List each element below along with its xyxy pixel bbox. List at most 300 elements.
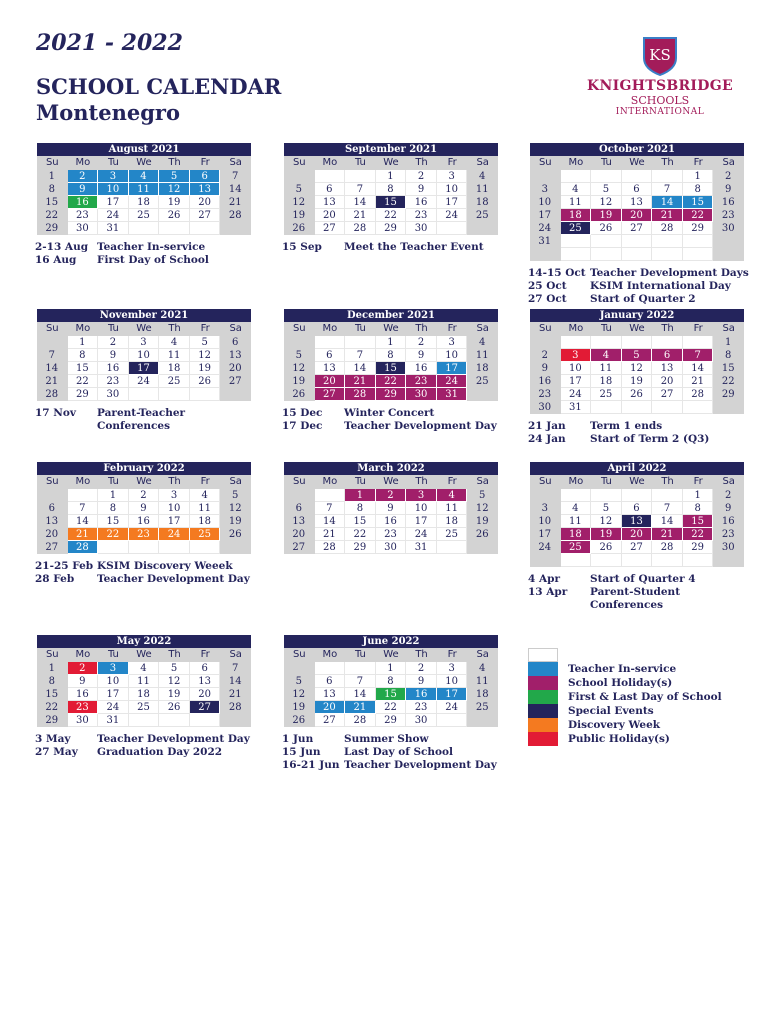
day-cell: 14 bbox=[68, 515, 99, 528]
day-cell: 20 bbox=[622, 528, 653, 541]
weekday-label: Tu bbox=[600, 323, 612, 334]
day-cell: 29 bbox=[376, 222, 407, 235]
weekday-label: Su bbox=[538, 476, 552, 487]
month-title: September 2021 bbox=[284, 143, 498, 156]
day-cell: 29 bbox=[345, 541, 376, 554]
event-note bbox=[528, 293, 768, 306]
legend-item bbox=[528, 732, 738, 746]
weekday-label: Tu bbox=[107, 476, 119, 487]
day-cell: 8 bbox=[376, 183, 407, 196]
day-cell: 5 bbox=[467, 489, 498, 502]
day-cell: 23 bbox=[406, 209, 437, 222]
weekday-label: We bbox=[383, 157, 399, 168]
month-calendar bbox=[37, 143, 251, 235]
empty-cell bbox=[622, 554, 653, 567]
day-cell: 27 bbox=[220, 375, 251, 388]
weekday-label: Mo bbox=[568, 476, 584, 487]
event-note bbox=[282, 746, 522, 759]
empty-cell bbox=[284, 170, 315, 183]
logo-line-2: SCHOOLS bbox=[630, 94, 690, 107]
event-date: 15 Dec bbox=[282, 407, 323, 419]
day-cell: 3 bbox=[98, 170, 129, 183]
month-events bbox=[528, 420, 768, 446]
day-cell: 21 bbox=[345, 209, 376, 222]
weekday-label: Su bbox=[45, 157, 59, 168]
day-cell: 13 bbox=[652, 362, 683, 375]
empty-cell bbox=[190, 541, 221, 554]
event-date: 14-15 Oct bbox=[528, 267, 586, 279]
day-cell: 30 bbox=[713, 222, 744, 235]
empty-cell bbox=[190, 714, 221, 727]
weekday-header bbox=[284, 648, 498, 662]
month-events bbox=[282, 407, 522, 433]
day-cell: 10 bbox=[98, 675, 129, 688]
event-text: KSIM Discovery Weeek bbox=[97, 560, 233, 572]
day-cell: 11 bbox=[591, 362, 622, 375]
day-cell: 9 bbox=[713, 502, 744, 515]
event-text: Teacher Development Day bbox=[344, 420, 497, 432]
day-cell: 16 bbox=[713, 515, 744, 528]
empty-cell bbox=[467, 388, 498, 401]
day-cell: 23 bbox=[98, 375, 129, 388]
empty-cell bbox=[683, 248, 714, 261]
day-cell: 21 bbox=[652, 209, 683, 222]
empty-cell bbox=[652, 554, 683, 567]
day-cell: 14 bbox=[345, 196, 376, 209]
weekday-label: We bbox=[629, 323, 645, 334]
day-cell: 6 bbox=[315, 349, 346, 362]
empty-cell bbox=[159, 714, 190, 727]
day-cell: 24 bbox=[437, 209, 468, 222]
empty-cell bbox=[190, 388, 221, 401]
day-cell: 24 bbox=[406, 528, 437, 541]
weekday-label: Tu bbox=[354, 323, 366, 334]
day-cell: 17 bbox=[98, 688, 129, 701]
month-calendar bbox=[284, 143, 498, 235]
day-cell: 19 bbox=[284, 375, 315, 388]
day-cell: 21 bbox=[345, 375, 376, 388]
empty-cell bbox=[530, 554, 561, 567]
day-cell: 23 bbox=[713, 528, 744, 541]
day-grid bbox=[284, 170, 498, 235]
event-note bbox=[35, 254, 275, 267]
event-date: 27 Oct bbox=[528, 293, 567, 305]
day-cell: 30 bbox=[68, 222, 99, 235]
event-note bbox=[35, 241, 275, 254]
day-cell: 13 bbox=[284, 515, 315, 528]
day-cell: 15 bbox=[376, 362, 407, 375]
empty-cell bbox=[622, 401, 653, 414]
day-cell: 30 bbox=[406, 222, 437, 235]
day-cell: 8 bbox=[713, 349, 744, 362]
month-calendar bbox=[530, 143, 744, 261]
day-cell: 27 bbox=[190, 209, 221, 222]
event-text: Term 1 ends bbox=[590, 420, 663, 432]
legend-label: Teacher In-service bbox=[568, 663, 677, 675]
day-cell: 4 bbox=[467, 662, 498, 675]
empty-cell bbox=[437, 714, 468, 727]
day-cell: 23 bbox=[68, 209, 99, 222]
weekday-label: Sa bbox=[229, 476, 242, 487]
day-cell: 13 bbox=[315, 362, 346, 375]
legend-label: Public Holiday(s) bbox=[568, 733, 670, 745]
day-cell: 17 bbox=[437, 362, 468, 375]
event-date: 21 Jan bbox=[528, 420, 566, 432]
day-cell: 22 bbox=[683, 209, 714, 222]
empty-cell bbox=[220, 714, 251, 727]
weekday-label: Th bbox=[168, 157, 181, 168]
day-cell: 3 bbox=[437, 336, 468, 349]
month-events bbox=[528, 573, 768, 612]
weekday-label: Su bbox=[45, 323, 59, 334]
day-cell: 30 bbox=[530, 401, 561, 414]
event-note bbox=[528, 599, 768, 612]
day-cell: 7 bbox=[68, 502, 99, 515]
day-cell: 7 bbox=[37, 349, 68, 362]
day-grid bbox=[284, 489, 498, 554]
day-grid bbox=[37, 170, 251, 235]
day-cell: 20 bbox=[190, 196, 221, 209]
day-cell: 31 bbox=[406, 541, 437, 554]
event-date: 27 May bbox=[35, 746, 78, 758]
day-cell: 20 bbox=[220, 362, 251, 375]
day-cell: 17 bbox=[561, 375, 592, 388]
day-cell: 5 bbox=[284, 183, 315, 196]
day-cell: 30 bbox=[713, 541, 744, 554]
day-grid bbox=[37, 662, 251, 727]
month-calendar bbox=[530, 309, 744, 414]
month-calendar bbox=[530, 462, 744, 567]
weekday-label: Fr bbox=[447, 476, 457, 487]
weekday-label: Su bbox=[292, 157, 306, 168]
day-cell: 17 bbox=[159, 515, 190, 528]
month-title: May 2022 bbox=[37, 635, 251, 648]
event-date: 24 Jan bbox=[528, 433, 566, 445]
day-cell: 21 bbox=[315, 528, 346, 541]
empty-cell bbox=[159, 388, 190, 401]
month-events bbox=[528, 267, 768, 306]
day-cell: 14 bbox=[220, 675, 251, 688]
day-cell: 23 bbox=[376, 528, 407, 541]
empty-cell bbox=[467, 541, 498, 554]
day-cell: 23 bbox=[129, 528, 160, 541]
weekday-label: Sa bbox=[722, 476, 735, 487]
day-cell: 11 bbox=[129, 183, 160, 196]
legend-swatch bbox=[528, 648, 558, 662]
day-cell: 4 bbox=[437, 489, 468, 502]
day-cell: 24 bbox=[561, 388, 592, 401]
day-cell: 29 bbox=[683, 541, 714, 554]
day-cell: 31 bbox=[98, 222, 129, 235]
legend-item bbox=[528, 648, 738, 662]
day-cell: 8 bbox=[683, 183, 714, 196]
legend-item bbox=[528, 690, 738, 704]
weekday-label: Sa bbox=[229, 323, 242, 334]
empty-cell bbox=[345, 662, 376, 675]
empty-cell bbox=[683, 235, 714, 248]
day-cell: 6 bbox=[315, 183, 346, 196]
day-cell: 29 bbox=[37, 714, 68, 727]
empty-cell bbox=[37, 489, 68, 502]
day-cell: 10 bbox=[129, 349, 160, 362]
weekday-label: Fr bbox=[447, 323, 457, 334]
weekday-label: Th bbox=[415, 323, 428, 334]
legend bbox=[528, 648, 738, 746]
day-cell: 10 bbox=[98, 183, 129, 196]
empty-cell bbox=[437, 222, 468, 235]
event-note bbox=[282, 241, 522, 254]
day-cell: 11 bbox=[467, 183, 498, 196]
day-cell: 5 bbox=[220, 489, 251, 502]
day-cell: 12 bbox=[284, 196, 315, 209]
empty-cell bbox=[190, 222, 221, 235]
legend-swatch bbox=[528, 704, 558, 718]
day-cell: 7 bbox=[220, 662, 251, 675]
day-cell: 23 bbox=[68, 701, 99, 714]
day-cell: 16 bbox=[68, 688, 99, 701]
day-cell: 3 bbox=[437, 662, 468, 675]
day-cell: 11 bbox=[467, 349, 498, 362]
event-note bbox=[528, 420, 768, 433]
day-cell: 19 bbox=[622, 375, 653, 388]
day-cell: 23 bbox=[406, 701, 437, 714]
legend-label: Discovery Week bbox=[568, 719, 661, 731]
day-cell: 29 bbox=[37, 222, 68, 235]
day-cell: 17 bbox=[129, 362, 160, 375]
day-cell: 11 bbox=[437, 502, 468, 515]
day-cell: 7 bbox=[652, 502, 683, 515]
day-cell: 8 bbox=[683, 502, 714, 515]
weekday-header bbox=[284, 156, 498, 170]
weekday-label: We bbox=[136, 323, 152, 334]
day-cell: 15 bbox=[68, 362, 99, 375]
event-note bbox=[35, 746, 275, 759]
weekday-label: Th bbox=[168, 476, 181, 487]
empty-cell bbox=[713, 248, 744, 261]
day-cell: 18 bbox=[591, 375, 622, 388]
day-cell: 21 bbox=[345, 701, 376, 714]
weekday-label: Fr bbox=[200, 323, 210, 334]
weekday-label: Tu bbox=[354, 649, 366, 660]
day-cell: 19 bbox=[284, 209, 315, 222]
page-title: SCHOOL CALENDAR bbox=[36, 74, 282, 99]
day-cell: 21 bbox=[68, 528, 99, 541]
day-cell: 25 bbox=[129, 701, 160, 714]
day-cell: 24 bbox=[530, 222, 561, 235]
event-text: Teacher In-service bbox=[97, 241, 206, 253]
day-cell: 14 bbox=[683, 362, 714, 375]
legend-item bbox=[528, 704, 738, 718]
weekday-header bbox=[284, 322, 498, 336]
event-text: Graduation Day 2022 bbox=[97, 746, 223, 758]
weekday-label: Fr bbox=[200, 476, 210, 487]
day-cell: 30 bbox=[98, 388, 129, 401]
day-cell: 15 bbox=[683, 515, 714, 528]
day-cell: 24 bbox=[530, 541, 561, 554]
day-cell: 2 bbox=[129, 489, 160, 502]
day-cell: 28 bbox=[37, 388, 68, 401]
day-cell: 5 bbox=[591, 502, 622, 515]
weekday-header bbox=[37, 648, 251, 662]
empty-cell bbox=[622, 336, 653, 349]
day-cell: 31 bbox=[98, 714, 129, 727]
empty-cell bbox=[284, 662, 315, 675]
event-note bbox=[528, 573, 768, 586]
weekday-label: Fr bbox=[693, 157, 703, 168]
day-cell: 7 bbox=[220, 170, 251, 183]
day-cell: 8 bbox=[376, 675, 407, 688]
day-grid bbox=[530, 489, 744, 567]
day-cell: 27 bbox=[315, 714, 346, 727]
day-cell: 27 bbox=[315, 388, 346, 401]
legend-item bbox=[528, 676, 738, 690]
day-cell: 5 bbox=[159, 170, 190, 183]
day-cell: 15 bbox=[376, 196, 407, 209]
day-cell: 7 bbox=[345, 349, 376, 362]
day-cell: 14 bbox=[345, 688, 376, 701]
event-text: Conferences bbox=[97, 420, 171, 432]
weekday-label: Sa bbox=[722, 157, 735, 168]
day-cell: 25 bbox=[561, 222, 592, 235]
day-cell: 7 bbox=[683, 349, 714, 362]
day-cell: 1 bbox=[683, 489, 714, 502]
day-cell: 1 bbox=[683, 170, 714, 183]
day-cell: 29 bbox=[683, 222, 714, 235]
event-date: 17 Dec bbox=[282, 420, 323, 432]
weekday-label: Su bbox=[538, 323, 552, 334]
day-cell: 3 bbox=[561, 349, 592, 362]
empty-cell bbox=[713, 235, 744, 248]
day-cell: 12 bbox=[622, 362, 653, 375]
empty-cell bbox=[129, 541, 160, 554]
day-cell: 12 bbox=[284, 362, 315, 375]
empty-cell bbox=[622, 489, 653, 502]
legend-swatch bbox=[528, 718, 558, 732]
weekday-label: We bbox=[383, 649, 399, 660]
empty-cell bbox=[220, 222, 251, 235]
logo-line-1: KNIGHTSBRIDGE bbox=[587, 78, 733, 94]
day-cell: 2 bbox=[68, 170, 99, 183]
day-cell: 24 bbox=[437, 701, 468, 714]
event-date: 21-25 Feb bbox=[35, 560, 94, 572]
day-cell: 23 bbox=[713, 209, 744, 222]
day-cell: 12 bbox=[159, 183, 190, 196]
weekday-label: Sa bbox=[229, 157, 242, 168]
day-cell: 31 bbox=[437, 388, 468, 401]
day-cell: 31 bbox=[561, 401, 592, 414]
shield-logo-icon bbox=[642, 36, 678, 76]
school-logo bbox=[560, 36, 760, 117]
weekday-label: Su bbox=[292, 476, 306, 487]
month-title: December 2021 bbox=[284, 309, 498, 322]
day-cell: 13 bbox=[315, 688, 346, 701]
day-cell: 12 bbox=[190, 349, 221, 362]
day-cell: 25 bbox=[467, 375, 498, 388]
day-cell: 11 bbox=[190, 502, 221, 515]
event-note bbox=[528, 433, 768, 446]
day-cell: 3 bbox=[437, 170, 468, 183]
day-cell: 2 bbox=[406, 662, 437, 675]
day-cell: 21 bbox=[652, 528, 683, 541]
weekday-header bbox=[37, 475, 251, 489]
empty-cell bbox=[530, 170, 561, 183]
empty-cell bbox=[591, 489, 622, 502]
weekday-header bbox=[530, 322, 744, 336]
day-cell: 22 bbox=[683, 528, 714, 541]
day-cell: 25 bbox=[437, 528, 468, 541]
month-title: April 2022 bbox=[530, 462, 744, 475]
weekday-label: Fr bbox=[693, 323, 703, 334]
day-cell: 15 bbox=[37, 688, 68, 701]
day-cell: 5 bbox=[591, 183, 622, 196]
day-grid bbox=[284, 662, 498, 727]
day-cell: 20 bbox=[315, 209, 346, 222]
day-cell: 16 bbox=[98, 362, 129, 375]
day-cell: 4 bbox=[129, 170, 160, 183]
day-cell: 28 bbox=[220, 209, 251, 222]
day-cell: 5 bbox=[622, 349, 653, 362]
day-cell: 19 bbox=[220, 515, 251, 528]
day-cell: 27 bbox=[622, 222, 653, 235]
day-cell: 13 bbox=[622, 515, 653, 528]
day-grid bbox=[530, 336, 744, 414]
weekday-label: Sa bbox=[476, 476, 489, 487]
month-title: August 2021 bbox=[37, 143, 251, 156]
empty-cell bbox=[652, 235, 683, 248]
event-note bbox=[282, 759, 522, 772]
month-calendar bbox=[284, 635, 498, 727]
weekday-label: Tu bbox=[354, 157, 366, 168]
day-cell: 9 bbox=[68, 675, 99, 688]
day-cell: 11 bbox=[129, 675, 160, 688]
day-cell: 18 bbox=[159, 362, 190, 375]
day-cell: 14 bbox=[37, 362, 68, 375]
day-cell: 9 bbox=[406, 675, 437, 688]
empty-cell bbox=[561, 489, 592, 502]
event-text: KSIM International Day bbox=[590, 280, 731, 292]
day-grid bbox=[37, 489, 251, 554]
weekday-label: Fr bbox=[447, 157, 457, 168]
empty-cell bbox=[652, 489, 683, 502]
day-cell: 18 bbox=[129, 688, 160, 701]
weekday-label: Tu bbox=[107, 323, 119, 334]
weekday-label: Tu bbox=[600, 476, 612, 487]
empty-cell bbox=[315, 662, 346, 675]
day-cell: 22 bbox=[713, 375, 744, 388]
day-cell: 17 bbox=[98, 196, 129, 209]
weekday-label: Fr bbox=[693, 476, 703, 487]
day-cell: 22 bbox=[345, 528, 376, 541]
empty-cell bbox=[98, 541, 129, 554]
empty-cell bbox=[467, 222, 498, 235]
day-cell: 14 bbox=[345, 362, 376, 375]
legend-item bbox=[528, 662, 738, 676]
day-cell: 29 bbox=[376, 714, 407, 727]
empty-cell bbox=[159, 222, 190, 235]
event-text: Parent-Student bbox=[590, 586, 681, 598]
day-cell: 10 bbox=[159, 502, 190, 515]
day-cell: 28 bbox=[652, 222, 683, 235]
weekday-label: Tu bbox=[600, 157, 612, 168]
day-cell: 16 bbox=[713, 196, 744, 209]
empty-cell bbox=[561, 554, 592, 567]
day-cell: 22 bbox=[376, 209, 407, 222]
event-text: Teacher Development Days bbox=[590, 267, 749, 279]
logo-mark: KS bbox=[649, 46, 671, 64]
event-text: Start of Quarter 2 bbox=[590, 293, 696, 305]
day-cell: 22 bbox=[37, 209, 68, 222]
day-cell: 26 bbox=[190, 375, 221, 388]
